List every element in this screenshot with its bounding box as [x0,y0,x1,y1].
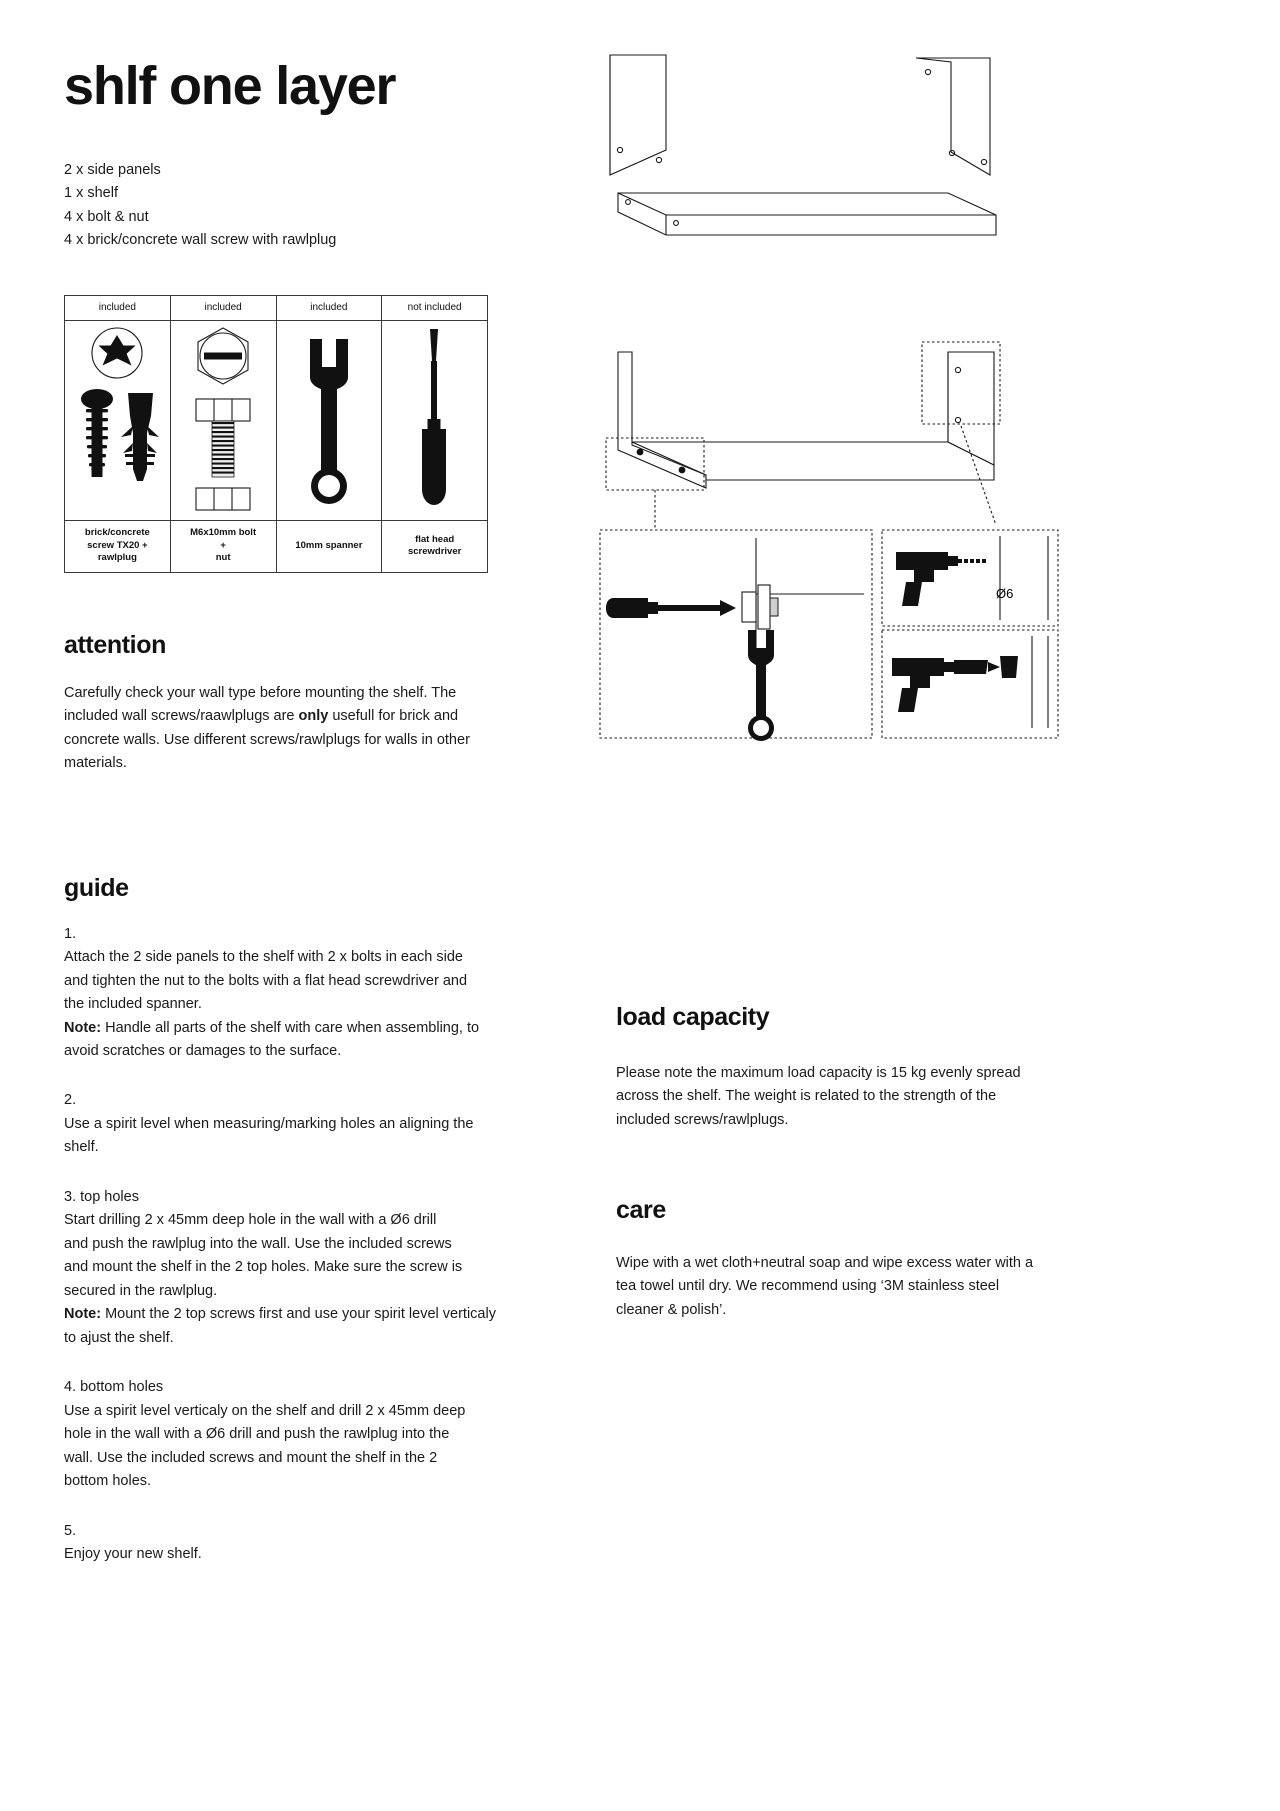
attention-emphasis: only [298,708,329,725]
parts-table-figure-row [65,320,488,520]
guide-step-line: Use a spirit level verticaly on the shelf and drill 2 x 45mm deep [64,1402,466,1419]
parts-table-figure-cell [170,320,276,520]
parts-list-item: 2 x side panels [64,161,161,178]
guide-step-line: and mount the shelf in the 2 top holes. Make sure the screw is [64,1259,463,1276]
guide-step-line: hole in the wall with a Ø6 drill and push the rawlplug into the [64,1426,450,1443]
left-column [64,0,504,1567]
care-paragraph: Wipe with a wet cloth+neutral soap and wipe excess water with a tea towel until dry. We recommend using ‘3M stainless steel cleaner & polish’. [616,1255,1034,1318]
bolt-tighten-detail [606,538,864,741]
guide-step-note-label: Note: [64,1019,102,1036]
flat-head-screwdriver-icon [382,321,486,519]
guide-step-line: the included spanner. [64,996,202,1013]
parts-table-footer-cell: flat head screwdriver [382,520,488,572]
guide-step [64,1520,504,1567]
care-heading: care [616,1196,666,1224]
guide-step-line: and push the rawlplug into the wall. Use the included screws [64,1235,452,1252]
guide-step-line: Use a spirit level when measuring/marking holes an aligning the [64,1115,474,1132]
guide-step-number: 3. top holes [64,1188,139,1205]
attention-paragraph [64,682,504,776]
screw-and-rawlplug-icon [65,321,169,519]
guide-step-line: Enjoy your new shelf. [64,1546,202,1563]
guide-step-number: 4. bottom holes [64,1379,164,1396]
guide-step-line: Start drilling 2 x 45mm deep hole in the wall with a Ø6 drill [64,1212,437,1229]
screw-mount-detail [892,636,1048,728]
guide-step-line: Attach the 2 side panels to the shelf with 2 x bolts in each side [64,949,463,966]
parts-table-figure-cell [382,320,488,520]
drill-diameter-label: Ø6 [996,586,1014,601]
load-capacity-paragraph: Please note the maximum load capacity is 15 kg evenly spread across the shelf. The weight is related to the strength of the included screws/rawlplugs. [616,1065,1021,1128]
guide-step-note: Note: Handle all parts of the shelf with care when assembling, to avoid scratches or damages to the surface. [64,1019,480,1059]
guide-step [64,1089,504,1159]
parts-table-header-row [65,295,488,320]
guide-step [64,1186,504,1350]
parts-table-header-cell: included [170,295,276,320]
attention-heading: attention [64,630,166,659]
drill-hole-detail [896,536,1048,620]
guide-step-line: secured in the rawlplug. [64,1282,218,1299]
parts-table-figure-cell [276,320,382,520]
guide-steps [64,923,504,1567]
parts-list-item: 4 x brick/concrete wall screw with rawlplug [64,232,337,249]
attention-text-before: Carefully check your wall type before mounting the shelf. The included wall screws/raawlplugs are [64,684,457,725]
parts-table-footer-cell: 10mm spanner [276,520,382,572]
guide-step-number: 5. [64,1522,77,1539]
parts-table-footer-cell: brick/concrete screw TX20 + rawlplug [65,520,171,572]
load-capacity-heading: load capacity [616,1003,770,1031]
assembly-detail-diagram [596,330,1066,750]
bolt-and-nut-icon [171,321,275,519]
guide-step-note: Note: Mount the 2 top screws first and use your spirit level verticaly to ajust the shelf. [64,1306,496,1346]
guide-step-line: shelf. [64,1139,99,1156]
parts-list-item: 4 x bolt & nut [64,208,149,225]
parts-table-footer-cell: M6x10mm bolt + nut [170,520,276,572]
guide-step [64,1376,504,1493]
guide-step-number: 1. [64,925,77,942]
parts-table-header-cell: not included [382,295,488,320]
guide-step-number: 2. [64,1092,77,1109]
parts-table [64,295,488,573]
exploded-view-diagram [596,40,1016,290]
guide-step [64,923,504,1064]
parts-list-item: 1 x shelf [64,185,118,202]
parts-list [64,159,504,253]
attention-text-after: usefull for brick and concrete walls. Use different screws/rawlplugs for walls in other materials. [64,708,470,772]
guide-heading: guide [64,873,129,902]
guide-step-line: bottom holes. [64,1473,152,1490]
guide-step-line: wall. Use the included screws and mount the shelf in the 2 [64,1449,438,1466]
parts-table-header-cell: included [276,295,382,320]
page-title: shlf one layer [64,56,396,116]
parts-table-header-cell: included [65,295,171,320]
spanner-icon [277,321,381,519]
guide-step-note-label: Note: [64,1306,102,1323]
parts-table-figure-cell [65,320,171,520]
parts-table-footer-row [65,520,488,572]
guide-step-line: and tighten the nut to the bolts with a flat head screwdriver and [64,972,468,989]
